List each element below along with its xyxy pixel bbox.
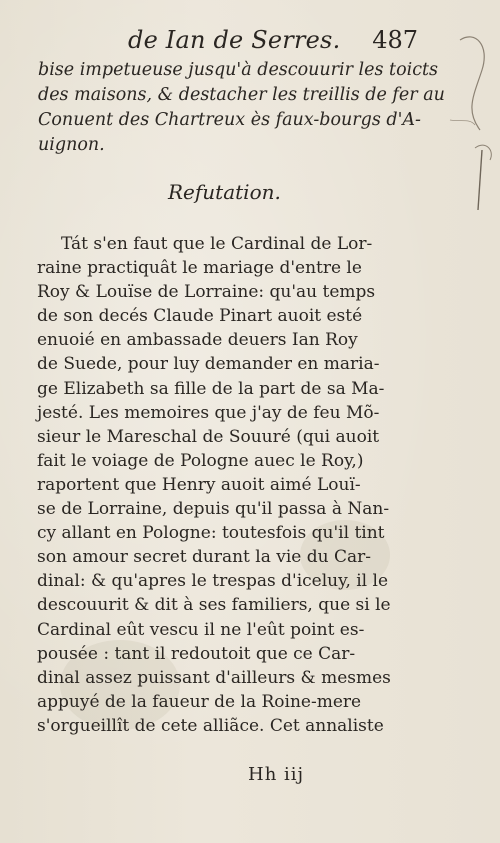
text-line: son amour secret durant la vie du Car- bbox=[37, 547, 372, 568]
intro-paragraph bbox=[38, 58, 458, 158]
text-line: de son decés Claude Pinart auoit esté bbox=[37, 306, 363, 327]
text-line: ge Elizabeth sa fille de la part de sa Ma- bbox=[37, 378, 385, 399]
text-line: jesté. Les memoires que j'ay de feu Mõ- bbox=[37, 402, 380, 423]
text-line: Conuent des Chartreux ès faux-bourgs d'A- bbox=[38, 110, 421, 130]
running-title: de Ian de Serres. bbox=[128, 26, 341, 54]
text-line: des maisons, & destacher les treillis de fer au bbox=[38, 85, 445, 105]
text-line: dinal: & qu'apres le trespas d'iceluy, il le bbox=[37, 571, 389, 592]
text-line: pousée : tant il redoutoit que ce Car- bbox=[37, 643, 356, 664]
text-line: enuoié en ambassade deuers Ian Roy bbox=[37, 330, 358, 351]
text-line: raportent que Henry auoit aimé Louï- bbox=[37, 474, 361, 495]
text-line: cy allant en Pologne: toutesfois qu'il tint bbox=[37, 523, 385, 544]
body-paragraph bbox=[37, 232, 409, 738]
margin-stroke bbox=[478, 150, 482, 210]
text-line: descouurit & dit à ses familiers, que si le bbox=[37, 595, 391, 616]
page-number: 487 bbox=[372, 26, 418, 54]
margin-stroke bbox=[460, 37, 484, 130]
text-line: appuyé de la faueur de la Roine-mere bbox=[37, 691, 362, 712]
page-header bbox=[128, 26, 418, 60]
text-line: bise impetueuse jusqu'à descouurir les toicts bbox=[38, 60, 439, 80]
text-line: de Suede, pour luy demander en maria- bbox=[37, 354, 380, 375]
text-line: raine practiquât le mariage d'entre le bbox=[37, 258, 362, 279]
text-line: se de Lorraine, depuis qu'il passa à Nan- bbox=[37, 499, 390, 520]
text-line: uignon. bbox=[38, 135, 105, 155]
section-heading: Refutation. bbox=[168, 180, 281, 204]
text-line: dinal assez puissant d'ailleurs & mesmes bbox=[37, 667, 391, 688]
text-line: Cardinal eût vescu il ne l'eût point es- bbox=[37, 619, 365, 640]
text-line: Roy & Louïse de Lorraine: qu'au temps bbox=[37, 282, 376, 303]
margin-stroke bbox=[475, 145, 491, 160]
text-line: Tát s'en faut que le Cardinal de Lor- bbox=[61, 234, 373, 254]
text-line: s'orgueillît de cete alliãce. Cet annaliste bbox=[37, 715, 384, 736]
signature-mark: Hh iij bbox=[248, 764, 305, 785]
text-line: sieur le Mareschal de Souuré (qui auoit bbox=[37, 426, 380, 447]
text-line: fait le voiage de Pologne auec le Roy,) bbox=[37, 450, 364, 471]
